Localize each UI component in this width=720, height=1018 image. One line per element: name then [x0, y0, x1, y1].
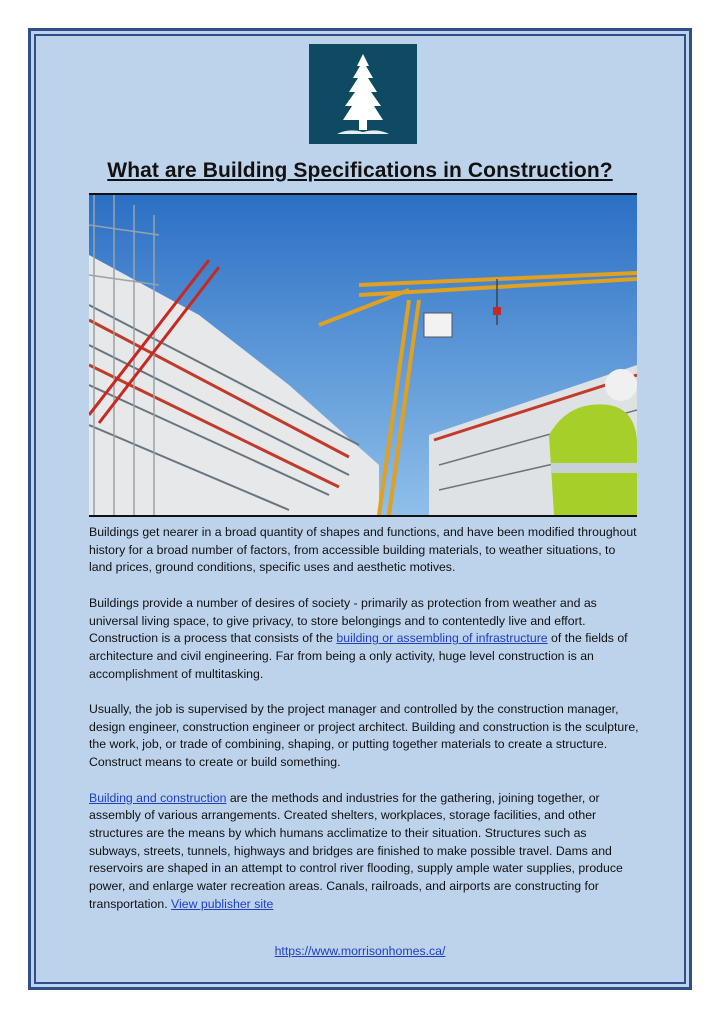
infrastructure-link[interactable]: building or assembling of infrastructure: [336, 631, 548, 646]
footer-url-link[interactable]: https://www.morrisonhomes.ca/: [274, 944, 446, 958]
pine-tree-icon: [309, 44, 417, 144]
pine-tree-logo: [309, 44, 417, 144]
building-construction-link[interactable]: Building and construction: [89, 790, 227, 805]
paragraph-2-text-a: Buildings provide a number of desires of society - primarily as protection from weather and as universal living space, to give privacy, to store belongings and to contentedly live and effort. Construction is a process that consists of the: [89, 595, 597, 646]
paragraph-2-text-b: of the fields of architecture and civil engineering. Far from being a only activity, huge level construction is an accomplishment of multitasking.: [89, 631, 628, 681]
footer-url-container: [31, 944, 689, 958]
paragraph-4: [89, 790, 641, 914]
document-page: [28, 28, 692, 990]
article-body: [89, 524, 641, 931]
paragraph-3: Usually, the job is supervised by the project manager and controlled by the construction manager, design engineer, construction engineer or project architect. Building and construction is the sculpture, the work, job, or trade of combining, shaping, or putting together materials to create a structure. Construct means to create or build something.: [89, 702, 639, 770]
paragraph-1: Buildings get nearer in a broad quantity of shapes and functions, and have been modified throughout history for a broad number of factors, from accessible building materials, to weather situations, to land prices, ground conditions, specific uses and aesthetic motives.: [89, 525, 637, 575]
paragraph-2: [89, 595, 641, 684]
construction-site-image: [89, 193, 637, 517]
paragraph-4-text: are the methods and industries for the gathering, joining together, or assembly of various arrangements. Created shelters, workplaces, storage facilities, and other structures are the means by which humans acclimatize to their situation. Structures such as subways, streets, tunnels, highways and bridges are finished to make possible travel. Dams and reservoirs are shaped in an attempt to control river flooding, supply ample water supplies, produce power, and enlarge water recreation areas. Canals, railroads, and airports are constructing for transportation.: [89, 790, 623, 911]
page-title: What are Building Specifications in Construction?: [107, 159, 613, 182]
view-publisher-site-link[interactable]: View publisher site: [171, 896, 274, 911]
